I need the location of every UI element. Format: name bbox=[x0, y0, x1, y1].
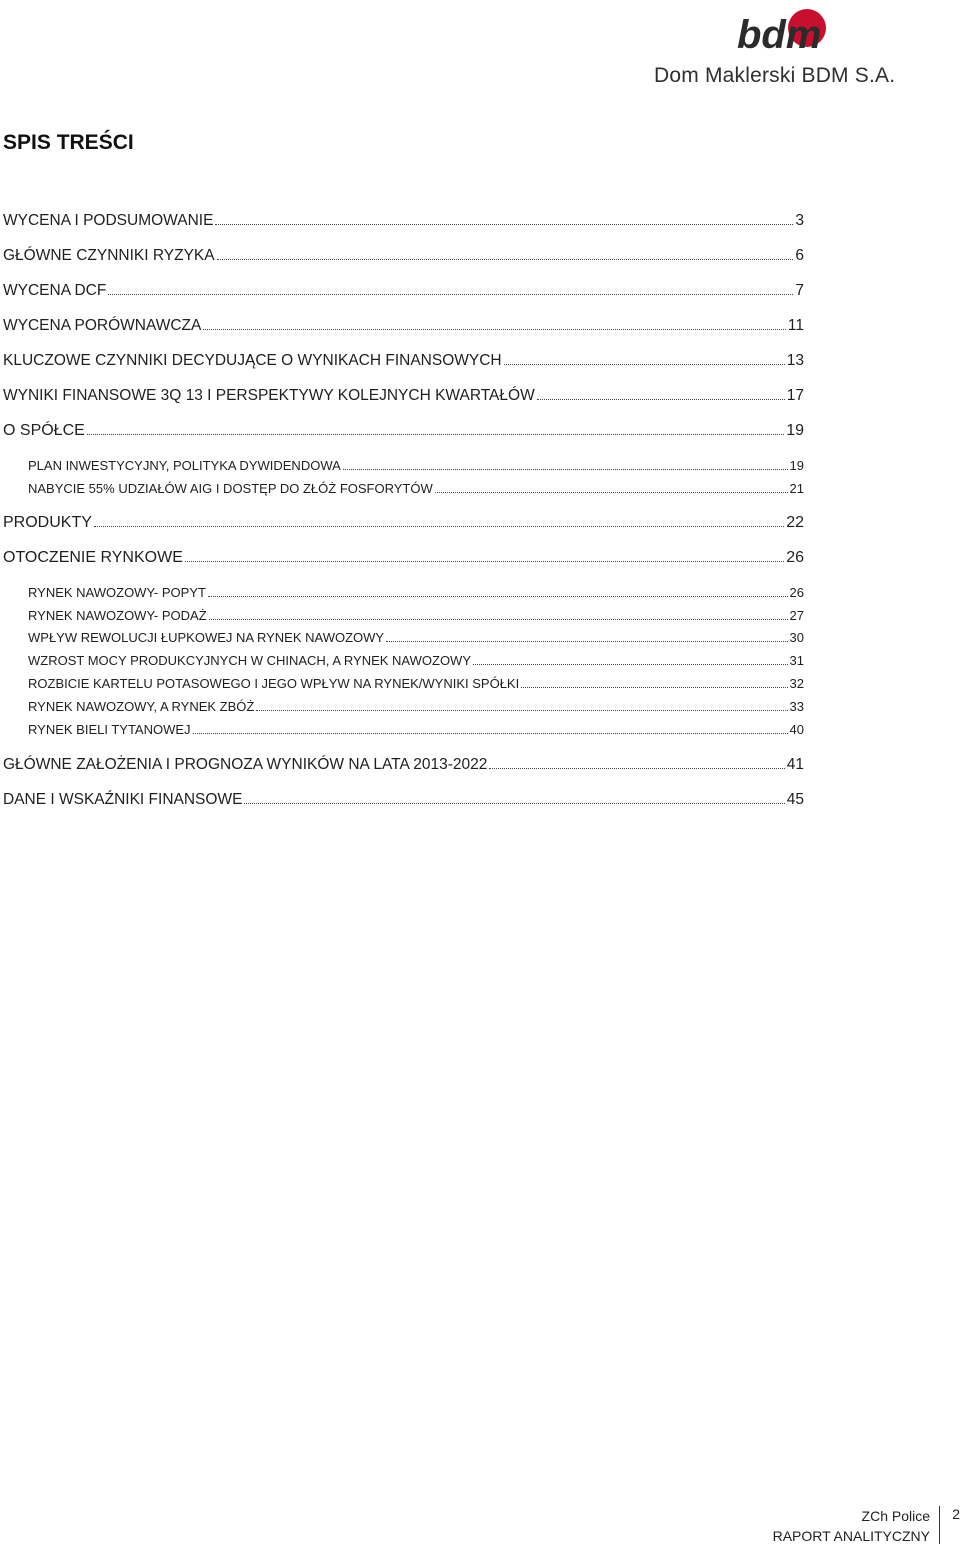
toc-entry[interactable] bbox=[3, 247, 804, 265]
toc-entry[interactable] bbox=[3, 549, 804, 567]
toc-entry[interactable] bbox=[3, 317, 804, 335]
toc-dot-leader bbox=[435, 483, 788, 493]
toc-entry-label: WZROST MOCY PRODUKCYJNYCH W CHINACH, A RYNEK NAWOZOWY bbox=[28, 653, 471, 668]
toc-entry[interactable] bbox=[3, 514, 804, 532]
toc-entry-label: GŁÓWNE CZYNNIKI RYZYKA bbox=[3, 247, 215, 264]
toc-entry-page: 31 bbox=[789, 653, 804, 668]
toc-entry[interactable] bbox=[28, 630, 804, 645]
toc-entry-page: 40 bbox=[789, 722, 804, 737]
toc-entry[interactable] bbox=[3, 352, 804, 370]
toc-entry-page: 6 bbox=[795, 247, 804, 264]
toc-entry[interactable] bbox=[28, 481, 804, 496]
toc-entry-page: 3 bbox=[795, 212, 804, 229]
toc-entry-label: RYNEK NAWOZOWY- PODAŻ bbox=[28, 608, 207, 623]
toc-entry-label: WYCENA I PODSUMOWANIE bbox=[3, 212, 214, 229]
toc-dot-leader bbox=[87, 423, 784, 435]
toc-entry-page: 26 bbox=[786, 549, 804, 566]
toc-entry-label: OTOCZENIE RYNKOWE bbox=[3, 549, 183, 566]
toc-entry[interactable] bbox=[28, 585, 804, 600]
toc-entry-page: 19 bbox=[786, 422, 804, 439]
toc-dot-leader bbox=[386, 632, 787, 642]
toc-dot-leader bbox=[209, 610, 788, 620]
toc-entry-label: O SPÓŁCE bbox=[3, 422, 85, 439]
toc-entry-page: 32 bbox=[789, 676, 804, 691]
page-title: SPIS TREŚCI bbox=[3, 131, 134, 154]
toc-entry-page: 30 bbox=[789, 630, 804, 645]
toc-entry-label: WYNIKI FINANSOWE 3Q 13 I PERSPEKTYWY KOLEJNYCH KWARTAŁÓW bbox=[3, 387, 535, 404]
page-number: 2 bbox=[952, 1506, 960, 1522]
footer-divider bbox=[939, 1506, 940, 1544]
toc-entry-page: 13 bbox=[786, 352, 804, 369]
toc-entry[interactable] bbox=[3, 791, 804, 809]
toc-dot-leader bbox=[185, 550, 784, 562]
toc-entry-page: 17 bbox=[786, 387, 804, 404]
toc-entry[interactable] bbox=[28, 458, 804, 473]
brand-name: Dom Maklerski BDM S.A. bbox=[654, 64, 896, 87]
toc-entry[interactable] bbox=[3, 212, 804, 230]
toc-entry-page: 7 bbox=[795, 282, 804, 299]
bdm-logo-icon bbox=[735, 8, 835, 56]
page-footer bbox=[760, 1502, 960, 1544]
toc-entry[interactable] bbox=[28, 722, 804, 737]
toc-entry-page: 22 bbox=[786, 514, 804, 531]
toc-dot-leader bbox=[208, 587, 788, 597]
toc-dot-leader bbox=[489, 757, 784, 769]
toc-entry-label: PLAN INWESTYCYJNY, POLITYKA DYWIDENDOWA bbox=[28, 458, 341, 473]
toc-dot-leader bbox=[203, 318, 786, 330]
toc-entry-label: RYNEK NAWOZOWY- POPYT bbox=[28, 585, 206, 600]
toc-dot-leader bbox=[94, 515, 784, 527]
toc-dot-leader bbox=[537, 388, 785, 400]
toc-entry-label: RYNEK BIELI TYTANOWEJ bbox=[28, 722, 191, 737]
toc-entry-page: 26 bbox=[789, 585, 804, 600]
toc-entry-label: WPŁYW REWOLUCJI ŁUPKOWEJ NA RYNEK NAWOZOWY bbox=[28, 630, 385, 645]
toc-entry-page: 33 bbox=[789, 699, 804, 714]
toc-entry[interactable] bbox=[3, 756, 804, 774]
toc-dot-leader bbox=[217, 248, 794, 260]
toc-entry-page: 21 bbox=[789, 481, 804, 496]
toc-entry-page: 19 bbox=[789, 458, 804, 473]
logo-mark-text: bdm bbox=[737, 13, 822, 56]
brand-logo bbox=[650, 8, 910, 88]
toc-dot-leader bbox=[521, 678, 787, 688]
toc-entry-label: KLUCZOWE CZYNNIKI DECYDUJĄCE O WYNIKACH FINANSOWYCH bbox=[3, 352, 502, 369]
toc-entry-page: 11 bbox=[787, 317, 804, 334]
toc-entry[interactable] bbox=[3, 422, 804, 440]
toc-entry-page: 27 bbox=[789, 608, 804, 623]
toc-entry-label: PRODUKTY bbox=[3, 514, 92, 531]
toc-entry-label: WYCENA PORÓWNAWCZA bbox=[3, 317, 202, 334]
toc-entry-label: NABYCIE 55% UDZIAŁÓW AIG I DOSTĘP DO ZŁÓŻ FOSFORYTÓW bbox=[28, 481, 433, 496]
toc-entry-label: ROZBICIE KARTELU POTASOWEGO I JEGO WPŁYW NA RYNEK/WYNIKI SPÓŁKI bbox=[28, 676, 520, 691]
toc-dot-leader bbox=[215, 213, 793, 225]
toc-entry[interactable] bbox=[28, 653, 804, 668]
toc-dot-leader bbox=[473, 655, 788, 665]
toc-dot-leader bbox=[244, 792, 784, 804]
toc-dot-leader bbox=[256, 701, 787, 711]
toc-entry-label: WYCENA DCF bbox=[3, 282, 107, 299]
toc-entry-label: GŁÓWNE ZAŁOŻENIA I PROGNOZA WYNIKÓW NA LATA 2013-2022 bbox=[3, 756, 488, 773]
toc-entry-page: 41 bbox=[786, 756, 804, 773]
toc-dot-leader bbox=[343, 460, 788, 470]
footer-company: ZCh Police bbox=[861, 1508, 930, 1524]
toc-entry-page: 45 bbox=[786, 791, 804, 808]
toc-entry-label: RYNEK NAWOZOWY, A RYNEK ZBÓŻ bbox=[28, 699, 255, 714]
footer-labels bbox=[773, 1506, 930, 1546]
toc-entry[interactable] bbox=[3, 282, 804, 300]
toc-dot-leader bbox=[504, 353, 785, 365]
toc-dot-leader bbox=[108, 283, 793, 295]
toc-entry[interactable] bbox=[28, 676, 804, 691]
toc-entry[interactable] bbox=[28, 608, 804, 623]
toc-entry[interactable] bbox=[28, 699, 804, 714]
toc-entry[interactable] bbox=[3, 387, 804, 405]
toc-entry-label: DANE I WSKAŹNIKI FINANSOWE bbox=[3, 791, 243, 808]
footer-report-type: RAPORT ANALITYCZNY bbox=[772, 1528, 930, 1544]
toc-dot-leader bbox=[193, 724, 788, 734]
